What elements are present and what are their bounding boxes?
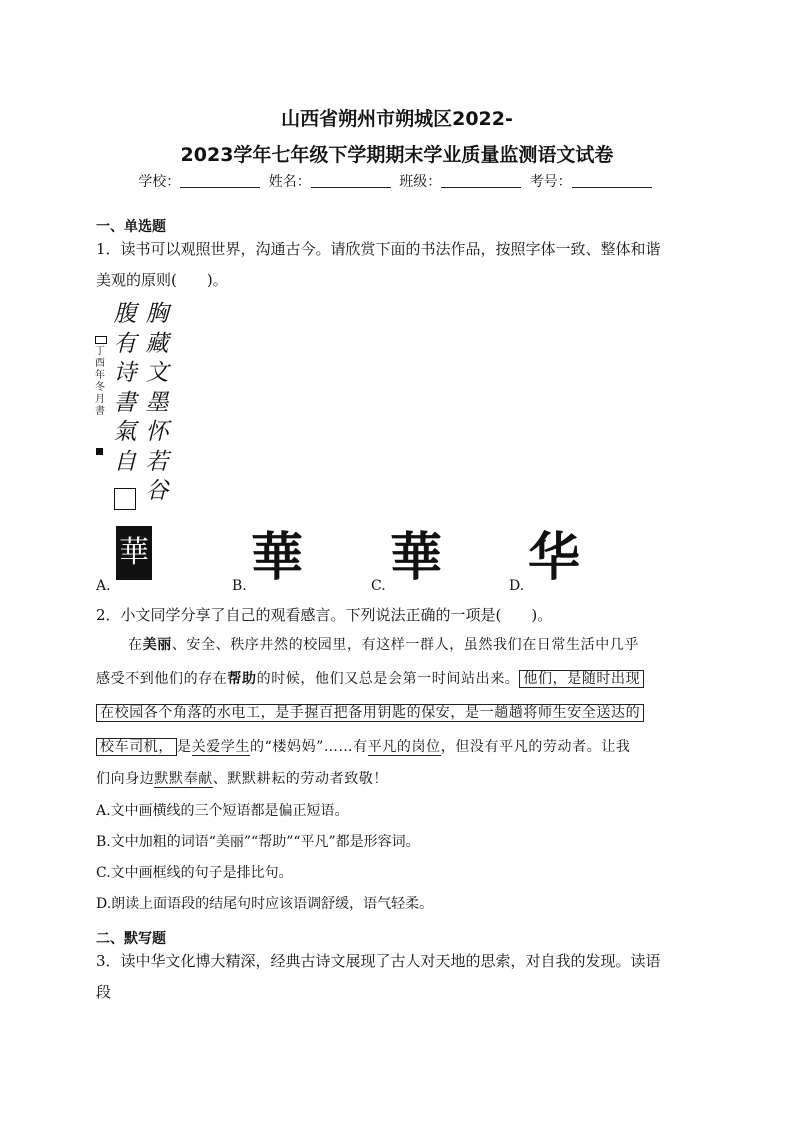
calligraphy-artwork xyxy=(90,300,180,515)
underlined-phrase-3: 默默奉献 xyxy=(154,771,213,787)
question-3-line2: 段 xyxy=(96,983,112,1001)
question-1-line1: 1．读书可以观照世界，沟通古今。请欣赏下面的书法作品，按照字体一致、整体和谐 xyxy=(96,240,661,258)
question-3-line1: 3．读中华文化博大精深，经典古诗文展现了古人对天地的思索，对自我的发现。读语 xyxy=(96,952,661,970)
student-info-line xyxy=(0,171,794,191)
inscription-text xyxy=(95,346,105,418)
option-d-char[interactable]: 华 xyxy=(528,528,581,588)
name-label: 姓名： xyxy=(268,174,311,190)
inscription-char: 年 xyxy=(95,370,105,381)
option-d-label[interactable]: D. xyxy=(509,578,525,594)
callig-char: 诗 xyxy=(113,360,137,386)
callig-char: 腹 xyxy=(113,301,137,327)
passage-text: 的“楼妈妈”……有 xyxy=(250,739,368,755)
callig-char: 墨 xyxy=(145,389,169,416)
option-a-label[interactable]: A. xyxy=(96,578,111,594)
inscription-char: 月 xyxy=(95,394,105,405)
section-heading-2: 二、默写题 xyxy=(96,931,166,947)
q2-option-c[interactable]: C.文中画框线的句子是排比句。 xyxy=(96,865,293,881)
class-blank[interactable] xyxy=(441,173,521,188)
callig-char: 自 xyxy=(113,448,137,475)
seal-mark-top xyxy=(95,336,107,344)
option-b-label[interactable]: B. xyxy=(232,578,247,594)
calligraphy-inscription xyxy=(95,346,105,418)
callig-char: 有 xyxy=(113,330,137,357)
inscription-char: 冬 xyxy=(95,382,105,393)
callig-char: 谷 xyxy=(145,478,169,504)
question-1-line2: 美观的原则( )。 xyxy=(96,271,228,289)
question-2: 2．小文同学分享了自己的观看感言。下列说法正确的一项是( )。 xyxy=(96,606,553,624)
exam-no-label: 考号： xyxy=(529,174,572,190)
calligraphy-right-column xyxy=(144,300,170,507)
q2-option-d[interactable]: D.朗读上面语段的结尾句时应该语调舒缓，语气轻柔。 xyxy=(96,896,434,912)
boxed-sentence-part-2: 在校园各个角落的水电工，是手握百把备用钥匙的保安，是一趟趟将师生安全送达的 xyxy=(96,704,644,722)
passage-text: 在 xyxy=(128,637,143,653)
passage-text: 是 xyxy=(177,739,192,755)
callig-char: 氣 xyxy=(113,419,137,445)
passage-line-4 xyxy=(96,736,631,756)
blank-answer-box[interactable] xyxy=(114,488,136,510)
callig-char: 若 xyxy=(145,448,169,475)
calligraphy-left-column xyxy=(112,300,138,477)
callig-char: 文 xyxy=(145,360,169,386)
name-blank[interactable] xyxy=(311,173,391,188)
bold-word-meili: 美丽 xyxy=(142,637,172,653)
section-heading-1: 一、单选题 xyxy=(96,219,166,235)
boxed-sentence-part-1: 他们，是随时出现 xyxy=(519,670,644,688)
option-c-char[interactable]: 華 xyxy=(390,527,443,588)
callig-char: 胸 xyxy=(145,301,169,327)
passage-line-1 xyxy=(128,634,639,654)
option-c-label[interactable]: C. xyxy=(371,578,386,594)
passage-text: 们向身边 xyxy=(96,771,155,787)
page-title-line1: 山西省朔州市朔城区2022- xyxy=(281,108,513,130)
question-1 xyxy=(96,234,706,296)
q2-option-b[interactable]: B.文中加粗的词语“美丽”“帮助”“平凡”都是形容词。 xyxy=(96,834,420,850)
passage-text: 、默默耕耘的劳动者致敬！ xyxy=(212,771,389,787)
passage-text: 的时候，他们又总是会第一时间站出来。 xyxy=(256,671,520,687)
bold-word-bangzhu: 帮助 xyxy=(227,671,257,687)
passage-line-3 xyxy=(96,702,644,722)
passage-text: 感受不到他们的存在 xyxy=(96,671,228,687)
seal-mark xyxy=(96,448,103,455)
option-b-char[interactable]: 華 xyxy=(251,528,304,588)
passage-line-2 xyxy=(96,668,644,688)
underlined-phrase-1: 关爱学生 xyxy=(191,739,251,755)
exam-no-blank[interactable] xyxy=(572,173,652,188)
boxed-sentence-part-3: 校车司机， xyxy=(96,738,177,756)
passage-text: 、安全、秩序井然的校园里，有这样一群人，虽然我们在日常生活中几乎 xyxy=(171,637,640,653)
q2-option-a[interactable]: A.文中画横线的三个短语都是偏正短语。 xyxy=(96,803,349,819)
school-blank[interactable] xyxy=(180,173,260,188)
underlined-phrase-2: 平凡的岗位 xyxy=(367,739,441,755)
page-title-line2: 2023学年七年级下学期期末学业质量监测语文试卷 xyxy=(180,144,614,166)
callig-char: 藏 xyxy=(145,330,169,357)
passage-line-5 xyxy=(96,768,388,788)
option-a-seal-char[interactable]: 華 xyxy=(116,526,152,580)
school-label: 学校： xyxy=(138,174,181,190)
passage-text: ，但没有平凡的劳动者。让我 xyxy=(440,739,631,755)
question-3 xyxy=(96,946,706,1008)
inscription-char: 書 xyxy=(95,406,105,417)
inscription-char: 丁 xyxy=(95,346,105,357)
callig-char: 書 xyxy=(113,389,137,416)
class-label: 班级： xyxy=(399,174,442,190)
inscription-char: 酉 xyxy=(95,358,105,369)
callig-char: 怀 xyxy=(145,419,169,445)
